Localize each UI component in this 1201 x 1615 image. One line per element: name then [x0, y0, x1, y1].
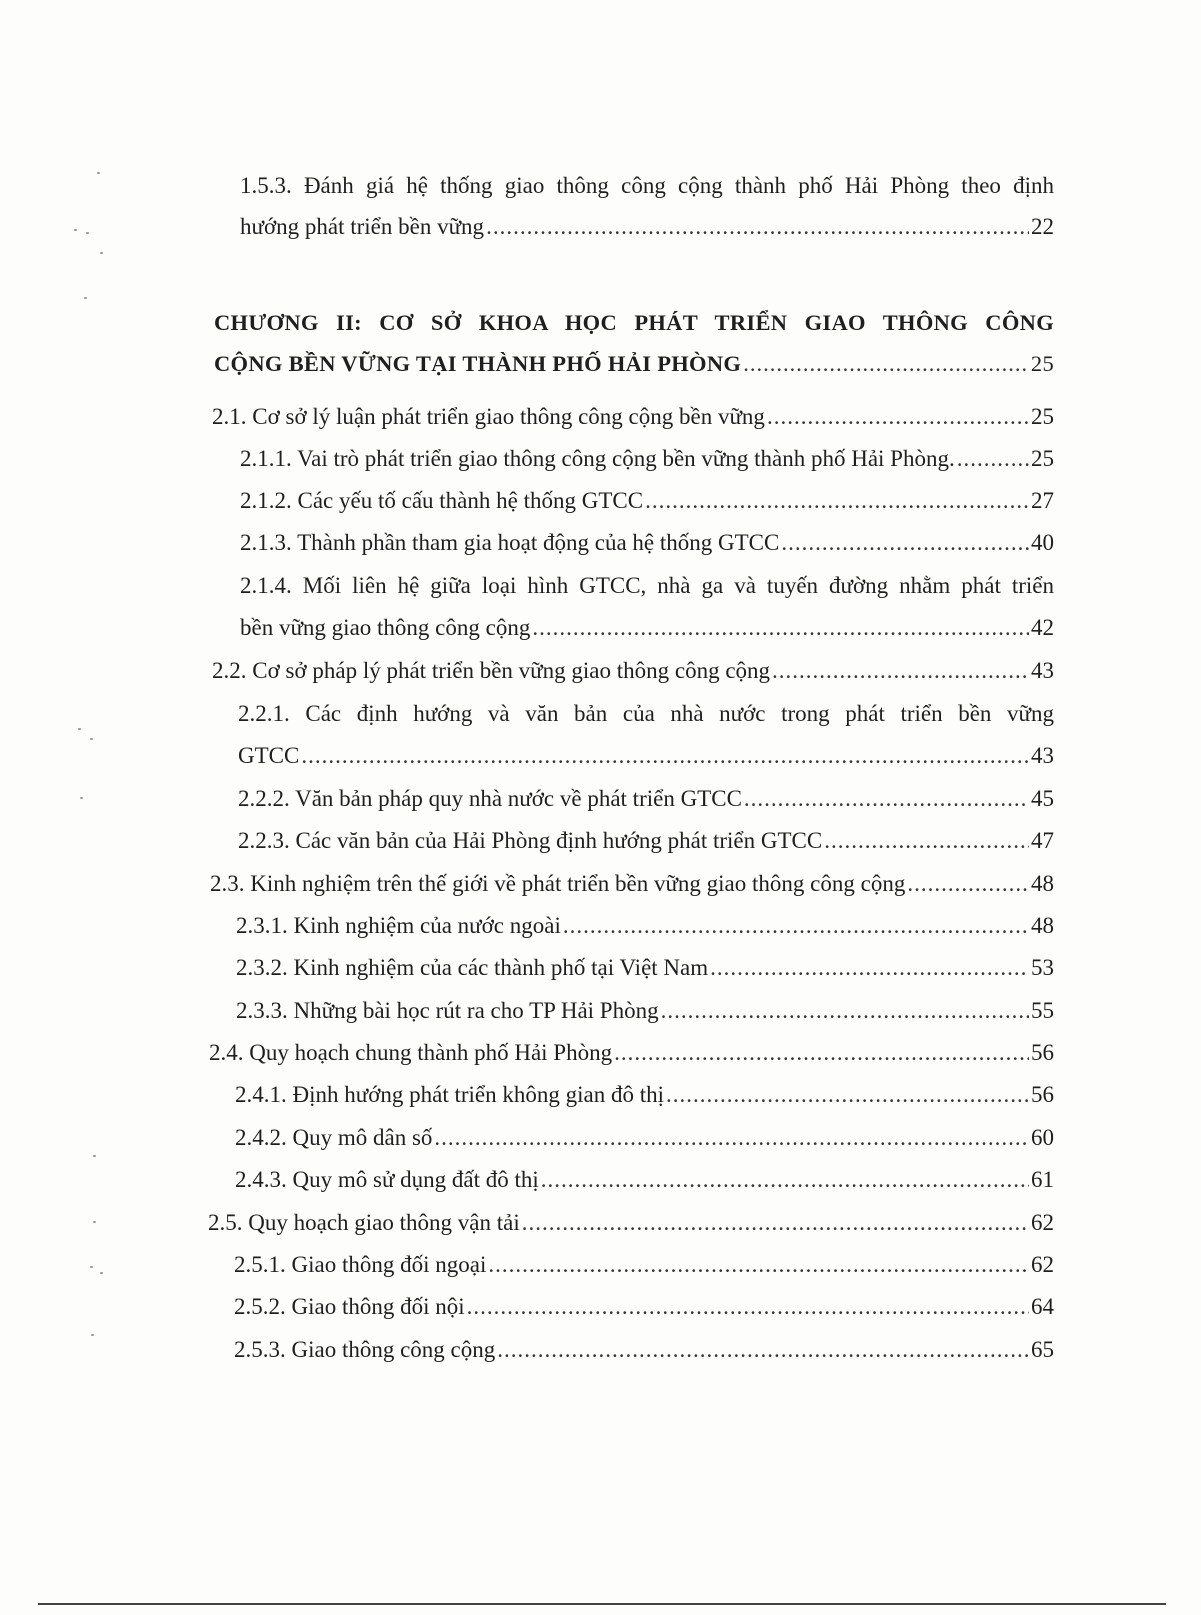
toc-entry-2-2-1[interactable]	[238, 741, 1054, 771]
toc-entry-2-1-3[interactable]	[240, 528, 1054, 558]
toc-page-number: 62	[1031, 1252, 1054, 1277]
toc-entry-2-2[interactable]	[212, 656, 1054, 686]
scan-speck	[84, 297, 87, 299]
toc-chapter-title: CỘNG BỀN VỮNG TẠI THÀNH PHỐ HẢI PHÒNG	[214, 351, 742, 376]
toc-page-number: 45	[1031, 786, 1054, 811]
leader-dots	[532, 613, 1029, 643]
scan-speck	[100, 252, 103, 254]
leader-dots	[772, 656, 1029, 686]
leader-dots	[486, 212, 1029, 242]
toc-page-number: 55	[1031, 998, 1054, 1023]
leader-dots	[666, 1080, 1029, 1110]
toc-entry-title: 2.4.3. Quy mô sử dụng đất đô thị	[235, 1167, 539, 1192]
toc-entry-title: 2.5.2. Giao thông đối nội	[234, 1294, 465, 1319]
leader-dots	[541, 1165, 1029, 1195]
toc-entry-title: 2.3.1. Kinh nghiệm của nước ngoài	[236, 913, 561, 938]
leader-dots	[614, 1038, 1029, 1068]
leader-dots	[781, 528, 1029, 558]
toc-entry-title: 2.1. Cơ sở lý luận phát triển giao thông công cộng bền vững	[212, 404, 765, 429]
toc-entry-title: 2.3.3. Những bài học rút ra cho TP Hải Phòng	[236, 998, 659, 1023]
toc-page-number: 62	[1031, 1210, 1054, 1235]
toc-page-number: 22	[1031, 214, 1054, 239]
scan-speck	[97, 172, 100, 174]
toc-entry-title: 2.4.1. Định hướng phát triển không gian đô thị	[235, 1082, 665, 1107]
toc-page-number: 48	[1031, 871, 1054, 896]
scan-speck	[100, 1272, 103, 1274]
scan-speck	[90, 1266, 93, 1268]
scan-speck	[91, 1334, 94, 1336]
toc-page-number: 25	[1031, 446, 1054, 471]
toc-entry-1-5-3[interactable]	[240, 212, 1054, 242]
toc-entry-title: 2.2.2. Văn bản pháp quy nhà nước về phát triển GTCC	[238, 786, 742, 811]
toc-entry-title: hướng phát triển bền vững	[240, 214, 485, 239]
toc-entry-2-1-1[interactable]	[240, 444, 1054, 474]
toc-entry-title: 2.5.1. Giao thông đối ngoại	[234, 1252, 487, 1277]
scan-speck	[93, 1221, 96, 1223]
toc-page-number: 42	[1031, 615, 1054, 640]
toc-chapter-2[interactable]	[214, 349, 1054, 379]
toc-entry-2-5[interactable]	[208, 1208, 1054, 1238]
leader-dots	[301, 741, 1029, 771]
toc-entry-title: 2.5. Quy hoạch giao thông vận tải	[208, 1210, 520, 1235]
leader-dots	[767, 402, 1029, 432]
scan-speck	[80, 797, 83, 799]
toc-page-number: 56	[1031, 1082, 1054, 1107]
leader-dots	[497, 1335, 1029, 1365]
scan-speck	[78, 728, 81, 730]
toc-entry-2-1[interactable]	[212, 402, 1054, 432]
toc-page-number: 65	[1031, 1337, 1054, 1362]
leader-dots	[907, 869, 1029, 899]
toc-entry-title: 2.5.3. Giao thông công cộng	[234, 1337, 496, 1362]
toc-entry-title: GTCC	[238, 743, 300, 768]
toc-entry-2-4-2[interactable]	[235, 1123, 1054, 1153]
leader-dots	[744, 784, 1029, 814]
leader-dots	[743, 349, 1029, 379]
toc-page-number: 27	[1031, 488, 1054, 513]
leader-dots	[488, 1250, 1029, 1280]
leader-dots	[563, 911, 1029, 941]
toc-page-number: 43	[1031, 743, 1054, 768]
toc-entry-2-5-1[interactable]	[234, 1250, 1054, 1280]
toc-page-number: 25	[1031, 404, 1054, 429]
toc-entry-2-1-2[interactable]	[240, 486, 1054, 516]
toc-page-number: 25	[1030, 351, 1054, 376]
toc-entry-title: bền vững giao thông công cộng	[240, 615, 531, 640]
toc-entry-2-4[interactable]	[209, 1038, 1054, 1068]
toc-entry-2-2-3[interactable]	[238, 826, 1054, 856]
toc-entry-title: 2.2. Cơ sở pháp lý phát triển bền vững giao thông công cộng	[212, 658, 771, 683]
leader-dots	[710, 953, 1029, 983]
toc-page-number: 40	[1031, 530, 1054, 555]
toc-page-number: 48	[1031, 913, 1054, 938]
toc-entry-title: 2.4. Quy hoạch chung thành phố Hải Phòng	[209, 1040, 613, 1065]
scan-speck	[74, 229, 77, 231]
toc-entry-title: 2.1.2. Các yếu tố cấu thành hệ thống GTCC	[240, 488, 644, 513]
scan-speck	[86, 232, 89, 234]
toc-entry-title: 2.3. Kinh nghiệm trên thế giới về phát triển bền vững giao thông công cộng	[210, 871, 906, 896]
leader-dots	[522, 1208, 1029, 1238]
toc-entry-2-3-1[interactable]	[236, 911, 1054, 941]
toc-entry-2-5-3[interactable]	[234, 1335, 1054, 1365]
toc-page-number: 43	[1031, 658, 1054, 683]
leader-dots	[467, 1292, 1029, 1322]
leader-dots	[645, 486, 1029, 516]
toc-page-number: 47	[1031, 828, 1054, 853]
toc-page-number: 60	[1031, 1125, 1054, 1150]
leader-dots	[434, 1123, 1029, 1153]
toc-entry-title: 2.1.1. Vai trò phát triển giao thông công cộng bền vững thành phố Hải Phòng.	[240, 446, 955, 471]
toc-page-number: 64	[1031, 1294, 1054, 1319]
toc-entry-1-5-3-line1: 1.5.3. Đánh giá hệ thống giao thông công cộng thành phố Hải Phòng theo định	[240, 173, 1054, 198]
toc-entry-2-2-2[interactable]	[238, 784, 1054, 814]
toc-entry-2-4-1[interactable]	[235, 1080, 1054, 1110]
toc-entry-2-4-3[interactable]	[235, 1165, 1054, 1195]
toc-chapter-2-line1: CHƯƠNG II: CƠ SỞ KHOA HỌC PHÁT TRIỂN GIAO THÔNG CÔNG	[214, 310, 1054, 335]
toc-entry-2-3-2[interactable]	[236, 953, 1054, 983]
toc-entry-2-2-1-line1: 2.2.1. Các định hướng và văn bản của nhà nước trong phát triển bền vững	[238, 701, 1054, 726]
toc-page-number: 61	[1031, 1167, 1054, 1192]
leader-dots	[661, 996, 1029, 1026]
toc-entry-2-3-3[interactable]	[236, 996, 1054, 1026]
footer-rule	[38, 1603, 1166, 1605]
leader-dots	[957, 444, 1029, 474]
toc-entry-2-1-4-line1: 2.1.4. Mối liên hệ giữa loại hình GTCC, nhà ga và tuyến đường nhằm phát triển	[240, 573, 1054, 598]
toc-entry-2-5-2[interactable]	[234, 1292, 1054, 1322]
scan-speck	[93, 1155, 96, 1157]
toc-entry-title: 2.4.2. Quy mô dân số	[235, 1125, 433, 1150]
leader-dots	[824, 826, 1029, 856]
toc-entry-2-3[interactable]	[210, 869, 1054, 899]
toc-entry-title: 2.2.3. Các văn bản của Hải Phòng định hướng phát triển GTCC	[238, 828, 823, 853]
toc-page-number: 53	[1031, 955, 1054, 980]
toc-entry-2-1-4[interactable]	[240, 613, 1054, 643]
scan-speck	[90, 738, 93, 740]
toc-entry-title: 2.3.2. Kinh nghiệm của các thành phố tại Việt Nam	[236, 955, 709, 980]
toc-page-number: 56	[1031, 1040, 1054, 1065]
toc-entry-title: 2.1.3. Thành phần tham gia hoạt động của hệ thống GTCC	[240, 530, 780, 555]
